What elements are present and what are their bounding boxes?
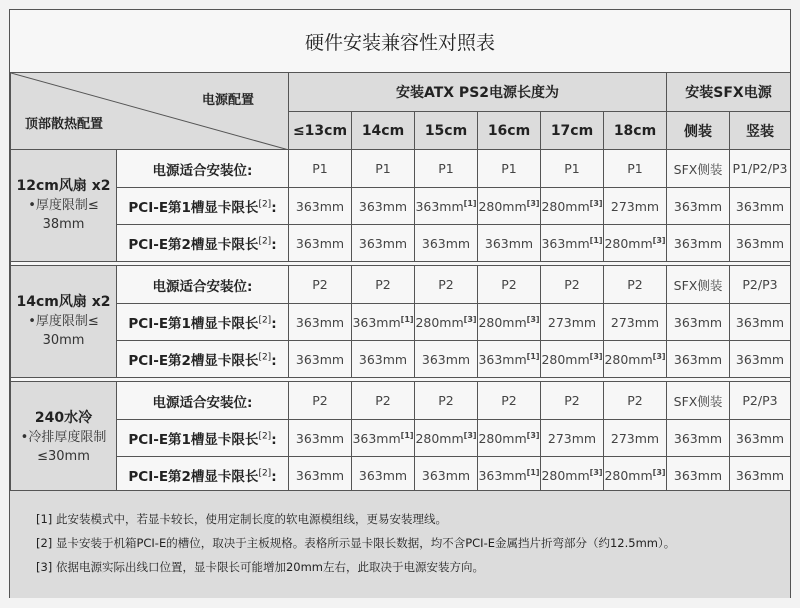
value-cell [730, 382, 791, 420]
footnote-2: [2] 显卡安装于机箱PCI-E的槽位，取决于主板规格。表格所示显卡限长数据，均不含PCI-E金属挡片折弯部分（约12.5mm）。 [36, 536, 676, 550]
value-cell [289, 341, 352, 378]
cell-value: 273mm [610, 314, 660, 330]
cell-value: P2 [375, 393, 391, 408]
value-cell [415, 382, 478, 420]
cell-value: P2 [375, 277, 391, 292]
value-cell [667, 382, 730, 420]
cell-value: 280mm [541, 198, 590, 214]
table-row [11, 382, 791, 420]
compatibility-table [10, 72, 791, 494]
row-label-text: PCI-E第1槽显卡限长 [128, 200, 259, 216]
table-row [11, 266, 791, 304]
value-cell [478, 266, 541, 304]
footnote-ref: [3] [589, 198, 603, 208]
row-label-position [117, 150, 289, 188]
value-cell [478, 341, 541, 378]
cell-value: P2 [627, 277, 643, 292]
row-label-slot1 [117, 304, 289, 341]
cell-value: SFX侧装 [673, 393, 723, 409]
psu-config-label: 电源配置 [201, 93, 254, 108]
value-cell [415, 266, 478, 304]
cell-value: P1 [627, 161, 643, 176]
page-title: 硬件安装兼容性对照表 [10, 10, 790, 73]
table-row [11, 341, 791, 378]
value-cell [604, 150, 667, 188]
value-cell [730, 341, 791, 378]
value-cell [604, 341, 667, 378]
value-cell [352, 420, 415, 457]
cell-value: 363mm [673, 198, 723, 214]
footnote-ref: [1] [463, 198, 477, 208]
row-label-text: PCI-E第2槽显卡限长 [128, 469, 259, 485]
value-cell [604, 382, 667, 420]
cooling-limit: •冷排厚度限制 [20, 430, 107, 445]
cell-value: P2 [501, 393, 517, 408]
column-header: 侧装 [667, 112, 730, 150]
cooling-limit: •厚度限制≤ [28, 314, 99, 329]
cell-value: 363mm [295, 430, 345, 446]
row-label-slot2 [117, 457, 289, 494]
value-cell [604, 304, 667, 341]
column-header: 竖装 [730, 112, 791, 150]
cell-value: P1 [501, 161, 517, 176]
colon: : [271, 432, 277, 448]
colon: : [271, 237, 277, 253]
row-label-text: PCI-E第2槽显卡限长 [128, 353, 259, 369]
value-cell [478, 420, 541, 457]
row-label-slot2 [117, 225, 289, 262]
row-label-text: 电源适合安装位: [152, 394, 253, 411]
footnote-ref: [1] [526, 467, 540, 477]
table-row [11, 225, 791, 262]
cell-value: 280mm [415, 314, 464, 330]
cell-value: 273mm [610, 430, 660, 446]
value-cell [415, 341, 478, 378]
cell-value: 280mm [604, 351, 653, 367]
footnote-1: [1] 此安装模式中，若显卡较长，使用定制长度的软电源模组线，更易安装理线。 [36, 512, 447, 526]
cooling-limit: •厚度限制≤ [28, 198, 99, 213]
value-cell [667, 188, 730, 225]
cell-value: P2 [564, 393, 580, 408]
footnote-ref: [3] [652, 467, 666, 477]
cooling-name: 240水冷 [34, 410, 93, 426]
value-cell [415, 420, 478, 457]
cell-value: 273mm [547, 430, 597, 446]
cell-value: P2/P3 [742, 277, 778, 292]
cell-value: 363mm [673, 235, 723, 251]
footnote-ref: [1] [589, 235, 603, 245]
cell-value: 363mm [358, 198, 408, 214]
colon: : [271, 200, 277, 216]
cell-value: P2 [501, 277, 517, 292]
cell-value: 280mm [478, 314, 527, 330]
footnote-ref: [3] [463, 314, 477, 324]
cell-value: 363mm [673, 467, 723, 483]
value-cell [289, 457, 352, 494]
footnote-3: [3] 依据电源实际出线口位置，显卡限长可能增加20mm左右，此取决于电源安装方向。 [36, 560, 484, 574]
row-label-slot2 [117, 341, 289, 378]
footnote-ref: [1] [400, 314, 414, 324]
value-cell [604, 188, 667, 225]
value-cell [730, 225, 791, 262]
footnote-ref: [2] [258, 468, 272, 479]
value-cell [541, 457, 604, 494]
column-header: 17cm [541, 112, 604, 150]
value-cell [730, 304, 791, 341]
footnote-ref: [3] [526, 314, 540, 324]
cell-value: 363mm [421, 351, 471, 367]
cell-value: 363mm [484, 235, 534, 251]
value-cell [352, 225, 415, 262]
sfx-group-header: 安装SFX电源 [667, 73, 791, 112]
cell-value: 363mm [295, 467, 345, 483]
column-header: 14cm [352, 112, 415, 150]
cell-value: 363mm [673, 314, 723, 330]
cell-value: 363mm [735, 467, 785, 483]
value-cell [667, 457, 730, 494]
footnote-ref: [1] [400, 430, 414, 440]
value-cell [415, 150, 478, 188]
value-cell [352, 341, 415, 378]
value-cell [478, 304, 541, 341]
value-cell [541, 382, 604, 420]
row-label-text: PCI-E第1槽显卡限长 [128, 316, 259, 332]
value-cell [415, 225, 478, 262]
cooling-name: 14cm风扇 x2 [16, 294, 111, 310]
cell-value: 363mm [541, 235, 590, 251]
diagonal-line [11, 73, 289, 150]
row-label-text: 电源适合安装位: [152, 278, 253, 295]
value-cell [541, 341, 604, 378]
cell-value: 363mm [735, 351, 785, 367]
row-label-slot1 [117, 188, 289, 225]
footnote-ref: [2] [258, 352, 272, 363]
value-cell [541, 266, 604, 304]
value-cell [604, 457, 667, 494]
value-cell [541, 304, 604, 341]
footnote-ref: [3] [463, 430, 477, 440]
value-cell [289, 188, 352, 225]
cooling-name: 12cm风扇 x2 [16, 178, 111, 194]
value-cell [541, 420, 604, 457]
value-cell [541, 150, 604, 188]
cell-value: SFX侧装 [673, 161, 723, 177]
cell-value: 363mm [673, 351, 723, 367]
cell-value: 363mm [415, 198, 464, 214]
footnote-ref: [2] [258, 199, 272, 210]
cooling-config-cell [11, 382, 117, 494]
value-cell [415, 457, 478, 494]
cell-value: 273mm [547, 314, 597, 330]
value-cell [289, 420, 352, 457]
row-label-text: 电源适合安装位: [152, 162, 253, 179]
cell-value: 363mm [478, 351, 527, 367]
cell-value: P1 [438, 161, 454, 176]
cell-value: 363mm [735, 198, 785, 214]
value-cell [289, 304, 352, 341]
value-cell [352, 266, 415, 304]
value-cell [730, 150, 791, 188]
value-cell [730, 266, 791, 304]
column-header: ≤13cm [289, 112, 352, 150]
footnote-ref: [2] [258, 236, 272, 247]
value-cell [289, 225, 352, 262]
value-cell [667, 225, 730, 262]
cell-value: 280mm [415, 430, 464, 446]
cell-value: P2 [438, 277, 454, 292]
cell-value: 363mm [358, 351, 408, 367]
cell-value: 363mm [421, 235, 471, 251]
footnote-ref: [3] [589, 351, 603, 361]
table-row [11, 304, 791, 341]
cell-value: 280mm [604, 235, 653, 251]
value-cell [415, 304, 478, 341]
footnote-ref: [3] [652, 351, 666, 361]
footnote-ref: [3] [652, 235, 666, 245]
cell-value: SFX侧装 [673, 277, 723, 293]
colon: : [271, 316, 277, 332]
cell-value: 363mm [358, 467, 408, 483]
cell-value: 280mm [478, 198, 527, 214]
cell-value: 363mm [673, 430, 723, 446]
cell-value: P2 [438, 393, 454, 408]
cell-value: P1 [564, 161, 580, 176]
cell-value: 363mm [735, 235, 785, 251]
table-row [11, 420, 791, 457]
column-header: 18cm [604, 112, 667, 150]
column-header: 15cm [415, 112, 478, 150]
row-label-text: PCI-E第1槽显卡限长 [128, 432, 259, 448]
cell-value: 363mm [295, 198, 345, 214]
value-cell [478, 457, 541, 494]
value-cell [604, 225, 667, 262]
cooling-limit-value: ≤30mm [37, 449, 90, 464]
cell-value: P2 [564, 277, 580, 292]
footnote-ref: [1] [526, 351, 540, 361]
value-cell [604, 420, 667, 457]
value-cell [541, 225, 604, 262]
cell-value: P2/P3 [742, 393, 778, 408]
cell-value: P1/P2/P3 [732, 161, 788, 176]
footnote-ref: [3] [526, 430, 540, 440]
row-label-slot1 [117, 420, 289, 457]
footnote-ref: [3] [526, 198, 540, 208]
colon: : [271, 353, 277, 369]
footnotes [10, 490, 790, 598]
value-cell [667, 304, 730, 341]
value-cell [352, 188, 415, 225]
cell-value: 363mm [478, 467, 527, 483]
cell-value: P2 [627, 393, 643, 408]
cell-value: P2 [312, 277, 328, 292]
cooling-config-cell [11, 266, 117, 378]
cell-value: 363mm [352, 430, 401, 446]
value-cell [478, 150, 541, 188]
value-cell [730, 457, 791, 494]
value-cell [352, 304, 415, 341]
cell-value: 280mm [604, 467, 653, 483]
table-row [11, 457, 791, 494]
footnote-ref: [3] [589, 467, 603, 477]
cell-value: P1 [312, 161, 328, 176]
cell-value: 363mm [421, 467, 471, 483]
cell-value: 363mm [295, 235, 345, 251]
cooling-config-cell [11, 150, 117, 262]
cell-value: 363mm [358, 235, 408, 251]
diagonal-header-cell [11, 73, 289, 150]
cell-value: 280mm [478, 430, 527, 446]
cell-value: 280mm [541, 351, 590, 367]
colon: : [271, 469, 277, 485]
value-cell [667, 420, 730, 457]
cell-value: 273mm [610, 198, 660, 214]
value-cell [667, 150, 730, 188]
cooling-limit-value: 30mm [42, 333, 85, 348]
value-cell [730, 188, 791, 225]
row-label-text: PCI-E第2槽显卡限长 [128, 237, 259, 253]
cell-value: 363mm [735, 314, 785, 330]
row-label-position [117, 382, 289, 420]
column-header: 16cm [478, 112, 541, 150]
value-cell [667, 266, 730, 304]
cooling-config-label: 顶部散热配置 [25, 117, 104, 132]
footnote-ref: [2] [258, 315, 272, 326]
footnote-ref: [2] [258, 431, 272, 442]
cell-value: 280mm [541, 467, 590, 483]
value-cell [289, 382, 352, 420]
cell-value: P1 [375, 161, 391, 176]
value-cell [478, 188, 541, 225]
value-cell [604, 266, 667, 304]
value-cell [541, 188, 604, 225]
cooling-limit-value: 38mm [42, 217, 85, 232]
atx-group-header: 安装ATX PS2电源长度为 [289, 73, 667, 112]
value-cell [415, 188, 478, 225]
value-cell [352, 382, 415, 420]
row-label-position [117, 266, 289, 304]
table-row [11, 150, 791, 188]
value-cell [478, 382, 541, 420]
cell-value: 363mm [295, 351, 345, 367]
value-cell [730, 420, 791, 457]
value-cell [478, 225, 541, 262]
value-cell [352, 457, 415, 494]
value-cell [352, 150, 415, 188]
cell-value: 363mm [295, 314, 345, 330]
cell-value: P2 [312, 393, 328, 408]
value-cell [289, 266, 352, 304]
value-cell [667, 341, 730, 378]
cell-value: 363mm [735, 430, 785, 446]
value-cell [289, 150, 352, 188]
table-row [11, 188, 791, 225]
cell-value: 363mm [352, 314, 401, 330]
